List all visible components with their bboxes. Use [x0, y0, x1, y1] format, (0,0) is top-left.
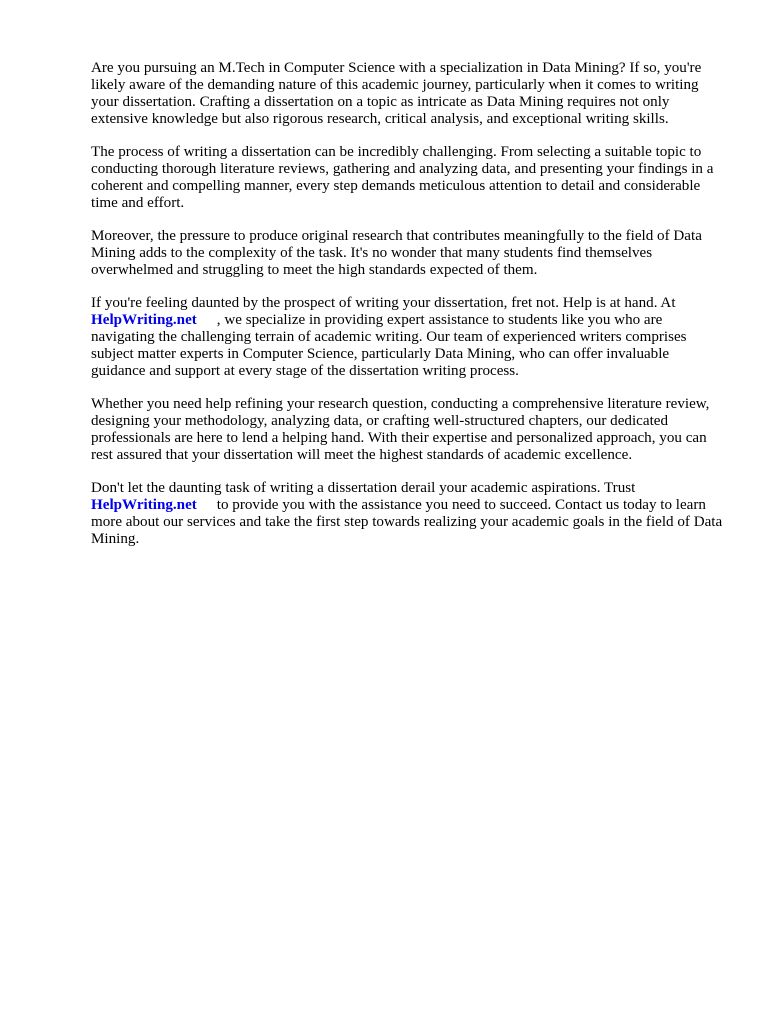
helpwriting-link-cta[interactable]: HelpWriting.net: [91, 497, 197, 513]
paragraph-challenges: The process of writing a dissertation can be incredibly challenging. From selecting a suitable topic to conducting thorough literature reviews, gathering and analyzing data, and presenting your findings in a coherent and compelling manner, every step demands meticulous attention to detail and considerable time and effort.: [91, 144, 714, 211]
helpwriting-link[interactable]: HelpWriting.net: [91, 312, 197, 328]
paragraph-help-offer: [91, 295, 723, 380]
paragraph-help-offer-rest: , we specialize in providing expert assistance to students like you who are navigating the challenging terrain of academic writing. Our team of experienced writers comprises subject matter experts in Computer Science, particularly Data Mining, who can offer invaluable guidance and support at every stage of the dissertation writing process.: [91, 312, 687, 379]
paragraph-intro: Are you pursuing an M.Tech in Computer Science with a specialization in Data Mining? If so, you're likely aware of the demanding nature of this academic journey, particularly when it comes to writing your dissertation. Crafting a dissertation on a topic as intricate as Data Mining requires not only extensive knowledge but also rigorous research, critical analysis, and exceptional writing skills.: [91, 60, 702, 127]
paragraph-cta-lead: Don't let the daunting task of writing a dissertation derail your academic aspirations. Trust: [91, 480, 636, 496]
paragraph-call-to-action: [91, 480, 723, 548]
paragraph-pressure: Moreover, the pressure to produce original research that contributes meaningfully to the field of Data Mining adds to the complexity of the task. It's no wonder that many students find themselves overwhelmed and struggling to meet the high standards expected of them.: [91, 228, 702, 278]
paragraph-services: Whether you need help refining your research question, conducting a comprehensive literature review, designing your methodology, analyzing data, or crafting well-structured chapters, our dedicated professionals are here to lend a helping hand. With their expertise and personalized approach, you can rest assured that your dissertation will meet the highest standards of academic excellence.: [91, 396, 710, 463]
paragraph-help-offer-lead: If you're feeling daunted by the prospect of writing your dissertation, fret not. Help is at hand. At: [91, 295, 676, 311]
document-page: [91, 60, 723, 564]
paragraph-cta-rest: to provide you with the assistance you need to succeed. Contact us today to learn more about our services and take the first step towards realizing your academic goals in the field of Data Mining.: [91, 497, 723, 547]
